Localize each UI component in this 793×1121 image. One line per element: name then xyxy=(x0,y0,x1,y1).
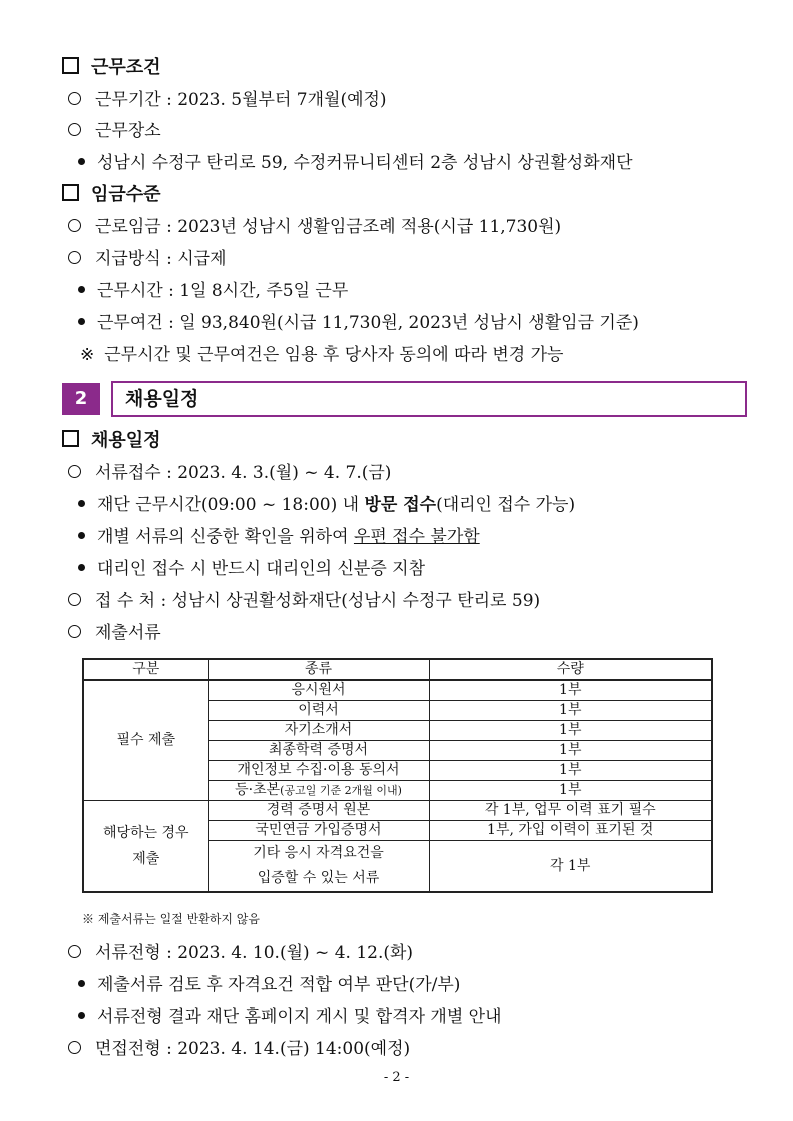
doc-qty-cell: 각 1부 xyxy=(429,841,712,893)
item-doc-screening: 서류전형 : 2023. 4. 10.(월) ~ 4. 12.(화) xyxy=(68,942,413,964)
section-number-badge: 2 xyxy=(62,383,100,415)
doc-qty-cell: 1부 xyxy=(429,741,712,761)
item-receipt: 서류접수 : 2023. 4. 3.(월) ~ 4. 7.(금) xyxy=(68,462,391,484)
submission-docs-table xyxy=(82,658,713,893)
circle-bullet-icon xyxy=(68,945,81,958)
dot-bullet-icon xyxy=(78,1012,85,1019)
table-row xyxy=(83,680,712,701)
dot-bullet-icon xyxy=(78,532,85,539)
heading-schedule: 채용일정 xyxy=(62,430,161,452)
circle-bullet-icon xyxy=(68,593,81,606)
visit-receipt-emphasis: 방문 접수 xyxy=(364,495,437,515)
heading-wage: 임금수준 xyxy=(62,184,161,206)
item-docs-label: 제출서류 xyxy=(68,622,161,644)
item-visit-receipt: 재단 근무시간(09:00 ~ 18:00) 내 방문 접수(대리인 접수 가능) xyxy=(78,494,575,516)
checkbox-square-icon xyxy=(62,184,79,201)
page-number: - 2 - xyxy=(383,1070,410,1085)
dot-bullet-icon xyxy=(78,158,85,165)
dot-bullet-icon xyxy=(78,500,85,507)
item-payment-method: 지급방식 : 시급제 xyxy=(68,248,227,270)
item-no-mail: 개별 서류의 신중한 확인을 위하여 우편 접수 불가함 xyxy=(78,526,480,548)
circle-bullet-icon xyxy=(68,123,81,136)
table-header-type: 종류 xyxy=(208,659,429,680)
item-work-place: 근무장소 xyxy=(68,120,161,142)
item-work-place-detail: 성남시 수정구 탄리로 59, 수정커뮤니티센터 2층 성남시 상권활성화재단 xyxy=(78,152,633,174)
optional-group-cell: 해당하는 경우 제출 xyxy=(83,801,208,893)
table-header-qty: 수량 xyxy=(429,659,712,680)
item-work-hours: 근무시간 : 1일 8시간, 주5일 근무 xyxy=(78,280,348,302)
item-interview: 면접전형 : 2023. 4. 14.(금) 14:00(예정) xyxy=(68,1038,410,1060)
doc-qty-cell: 1부 xyxy=(429,781,712,801)
item-review: 제출서류 검토 후 자격요건 적합 여부 판단(가/부) xyxy=(78,974,460,996)
doc-type-cell: 국민연금 가입증명서 xyxy=(208,821,429,841)
wage-note: ※ 근무시간 및 근무여건은 임용 후 당사자 동의에 따라 변경 가능 xyxy=(80,345,564,365)
doc-qty-cell: 1부 xyxy=(429,680,712,701)
required-group-cell: 필수 제출 xyxy=(83,680,208,801)
doc-type-cell: 경력 증명서 원본 xyxy=(208,801,429,821)
table-header-category: 구분 xyxy=(83,659,208,680)
heading-conditions: 근무조건 xyxy=(62,57,161,79)
table-note: ※ 제출서류는 일절 반환하지 않음 xyxy=(82,912,260,926)
doc-qty-cell: 각 1부, 업무 이력 표기 필수 xyxy=(429,801,712,821)
circle-bullet-icon xyxy=(68,465,81,478)
doc-type-cell: 이력서 xyxy=(208,701,429,721)
checkbox-square-icon xyxy=(62,430,79,447)
doc-qty-cell: 1부 xyxy=(429,701,712,721)
circle-bullet-icon xyxy=(68,1041,81,1054)
doc-type-note: (공고일 기준 2개월 이내) xyxy=(280,784,402,797)
item-labor-wage: 근로임금 : 2023년 성남시 생활임금조례 적용(시급 11,730원) xyxy=(68,216,561,238)
item-work-terms: 근무여건 : 일 93,840원(시급 11,730원, 2023년 성남시 생활임금 기준) xyxy=(78,312,639,334)
doc-type-cell: 자기소개서 xyxy=(208,721,429,741)
doc-type-cell: 개인정보 수집·이용 동의서 xyxy=(208,761,429,781)
item-proxy-id: 대리인 접수 시 반드시 대리인의 신분증 지참 xyxy=(78,558,425,580)
dot-bullet-icon xyxy=(78,286,85,293)
dot-bullet-icon xyxy=(78,564,85,571)
reference-mark-icon: ※ xyxy=(80,345,95,365)
item-announce: 서류전형 결과 재단 홈페이지 게시 및 합격자 개별 안내 xyxy=(78,1006,502,1028)
doc-type-cell: 최종학력 증명서 xyxy=(208,741,429,761)
circle-bullet-icon xyxy=(68,625,81,638)
doc-qty-cell: 1부, 가입 이력이 표기된 것 xyxy=(429,821,712,841)
circle-bullet-icon xyxy=(68,92,81,105)
doc-qty-cell: 1부 xyxy=(429,761,712,781)
doc-type-cell: 응시원서 xyxy=(208,680,429,701)
section-title: 채용일정 xyxy=(111,381,747,417)
doc-qty-cell: 1부 xyxy=(429,721,712,741)
doc-type-cell: 기타 응시 자격요건을 입증할 수 있는 서류 xyxy=(208,841,429,893)
item-office: 접 수 처 : 성남시 상권활성화재단(성남시 수정구 탄리로 59) xyxy=(68,590,540,612)
table-row xyxy=(83,801,712,821)
table-header-row xyxy=(83,659,712,680)
item-work-period: 근무기간 : 2023. 5월부터 7개월(예정) xyxy=(68,89,387,111)
dot-bullet-icon xyxy=(78,980,85,987)
dot-bullet-icon xyxy=(78,318,85,325)
doc-type-cell: 등·초본(공고일 기준 2개월 이내) xyxy=(208,781,429,801)
checkbox-square-icon xyxy=(62,57,79,74)
circle-bullet-icon xyxy=(68,251,81,264)
no-mail-underlined: 우편 접수 불가함 xyxy=(353,527,480,547)
circle-bullet-icon xyxy=(68,219,81,232)
